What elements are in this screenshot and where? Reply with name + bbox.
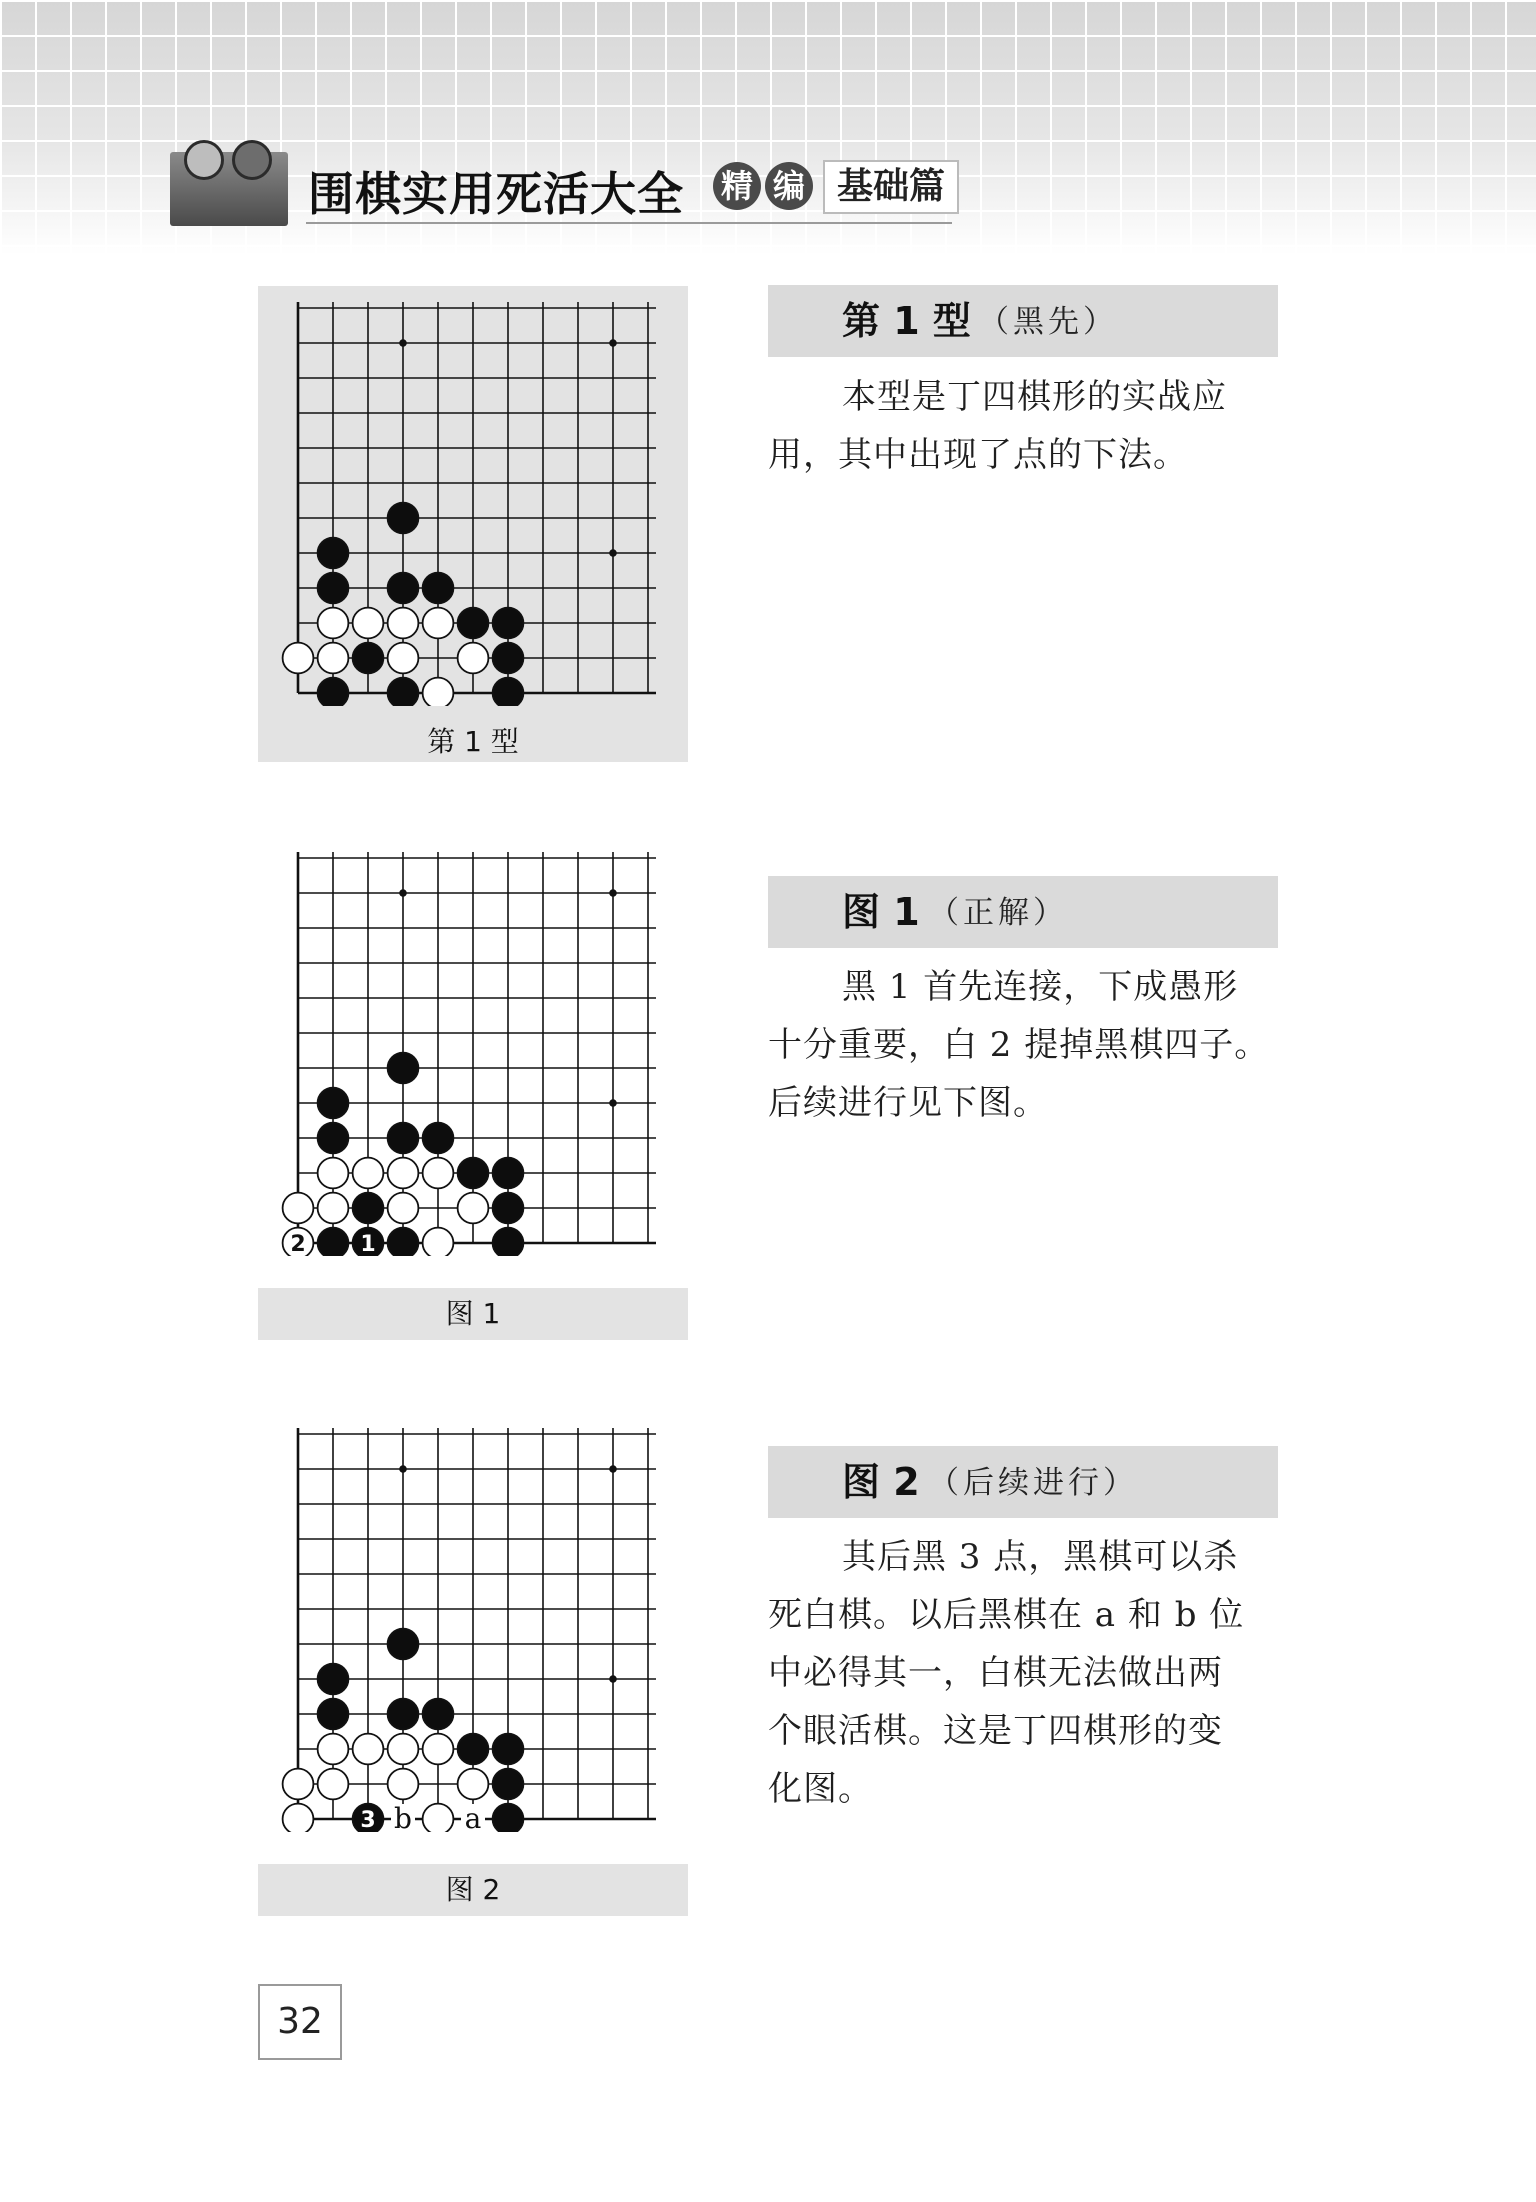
fig2-diagram-panel [258, 1412, 688, 1832]
black-stone [493, 1734, 524, 1765]
white-stone [423, 1734, 454, 1765]
type1-diagram-panel [258, 286, 688, 762]
black-stone [493, 1228, 524, 1256]
star-point [609, 1099, 617, 1107]
page-number: 32 [258, 1984, 342, 2060]
header-divider [306, 222, 952, 224]
fig1-text-line: 黑 1 首先连接，下成愚形 [842, 967, 1239, 1007]
go-bowl-icon [232, 140, 272, 180]
move-number: 2 [290, 1232, 306, 1256]
black-stone [388, 1228, 419, 1256]
fig2-heading-note: （后续进行） [928, 1465, 1138, 1501]
type1-caption: 第 1 型 [427, 725, 519, 758]
star-point [609, 889, 617, 897]
black-stone [388, 503, 419, 534]
black-stone [318, 573, 349, 604]
black-stone [493, 1193, 524, 1224]
white-stone [423, 1158, 454, 1189]
fig1-heading [768, 876, 1278, 948]
black-stone [423, 1699, 454, 1730]
star-point [399, 889, 407, 897]
white-stone [388, 1734, 419, 1765]
black-stone [388, 1123, 419, 1154]
black-stone [388, 573, 419, 604]
black-stone [318, 1123, 349, 1154]
black-stone [353, 643, 384, 674]
white-stone [458, 1193, 489, 1224]
star-point [609, 1675, 617, 1683]
fig1-diagram-panel [258, 836, 688, 1256]
white-stone [353, 1734, 384, 1765]
black-stone [493, 1158, 524, 1189]
white-stone [318, 643, 349, 674]
black-stone [493, 1769, 524, 1800]
type1-text-line: 本型是丁四棋形的实战应 [842, 377, 1227, 417]
black-stone [493, 643, 524, 674]
white-stone [388, 608, 419, 639]
fig1-text-line: 十分重要，白 2 提掉黑棋四子。 [768, 1025, 1270, 1065]
black-stone [353, 1193, 384, 1224]
black-stone [318, 1088, 349, 1119]
fig1-text-line: 后续进行见下图。 [768, 1083, 1048, 1123]
black-stone [388, 1053, 419, 1084]
star-point [399, 339, 407, 347]
point-label: a [464, 1802, 482, 1832]
title-badge-bian: 编 [765, 162, 813, 210]
go-bowl-icon [184, 140, 224, 180]
white-stone [458, 643, 489, 674]
black-stone [493, 608, 524, 639]
white-stone [283, 1804, 314, 1832]
fig1-heading-title: 图 1 [842, 890, 920, 934]
white-stone [318, 1734, 349, 1765]
fig2-heading [768, 1446, 1278, 1518]
fig2-text-line: 个眼活棋。这是丁四棋形的变 [768, 1711, 1223, 1751]
black-stone [388, 678, 419, 706]
point-label: b [394, 1802, 412, 1832]
white-stone [388, 1193, 419, 1224]
white-stone [423, 608, 454, 639]
white-stone [388, 643, 419, 674]
white-stone [283, 643, 314, 674]
fig1-caption: 图 1 [258, 1288, 688, 1340]
fig2-go-board [258, 1412, 688, 1832]
white-stone [388, 1769, 419, 1800]
white-stone [283, 1193, 314, 1224]
white-stone [458, 1769, 489, 1800]
star-point [609, 549, 617, 557]
black-stone [423, 1123, 454, 1154]
star-point [609, 339, 617, 347]
type1-text-line: 用，其中出现了点的下法。 [768, 435, 1188, 475]
white-stone [318, 608, 349, 639]
type1-body-text [768, 368, 1278, 484]
go-bowls-logo [170, 152, 288, 226]
fig1-heading-note: （正解） [928, 895, 1068, 931]
black-stone [493, 678, 524, 706]
white-stone [283, 1769, 314, 1800]
fig2-caption: 图 2 [258, 1864, 688, 1916]
black-stone [423, 573, 454, 604]
star-point [609, 1465, 617, 1473]
white-stone [353, 608, 384, 639]
white-stone [318, 1193, 349, 1224]
white-stone [423, 678, 454, 706]
white-stone [353, 1158, 384, 1189]
fig2-text-line: 化图。 [768, 1769, 873, 1809]
book-title: 围棋实用死活大全 [308, 167, 684, 221]
black-stone [318, 1664, 349, 1695]
white-stone [388, 1158, 419, 1189]
black-stone [318, 678, 349, 706]
black-stone [493, 1804, 524, 1832]
type1-heading-title: 第 1 型 [842, 299, 971, 343]
black-stone [388, 1629, 419, 1660]
series-label: 基础篇 [823, 160, 959, 214]
white-stone [318, 1769, 349, 1800]
white-stone [423, 1228, 454, 1256]
white-stone [318, 1158, 349, 1189]
black-stone [458, 1734, 489, 1765]
fig2-heading-title: 图 2 [842, 1460, 920, 1504]
white-stone [423, 1804, 454, 1832]
move-number: 1 [360, 1232, 376, 1256]
fig1-go-board [258, 836, 688, 1256]
black-stone [318, 1228, 349, 1256]
move-number: 3 [360, 1808, 376, 1832]
fig2-body-text [768, 1528, 1278, 1818]
star-point [399, 1465, 407, 1473]
type1-heading [768, 285, 1278, 357]
black-stone [458, 1158, 489, 1189]
fig2-text-line: 中必得其一，白棋无法做出两 [768, 1653, 1223, 1693]
type1-heading-note: （黑先） [978, 304, 1118, 340]
black-stone [318, 1699, 349, 1730]
black-stone [388, 1699, 419, 1730]
black-stone [458, 608, 489, 639]
black-stone [318, 538, 349, 569]
type1-go-board [258, 286, 688, 706]
fig1-body-text [768, 958, 1278, 1132]
fig2-text-line: 其后黑 3 点，黑棋可以杀 [842, 1537, 1239, 1577]
fig2-text-line: 死白棋。以后黑棋在 a 和 b 位 [768, 1595, 1245, 1635]
title-badge-jing: 精 [713, 162, 761, 210]
